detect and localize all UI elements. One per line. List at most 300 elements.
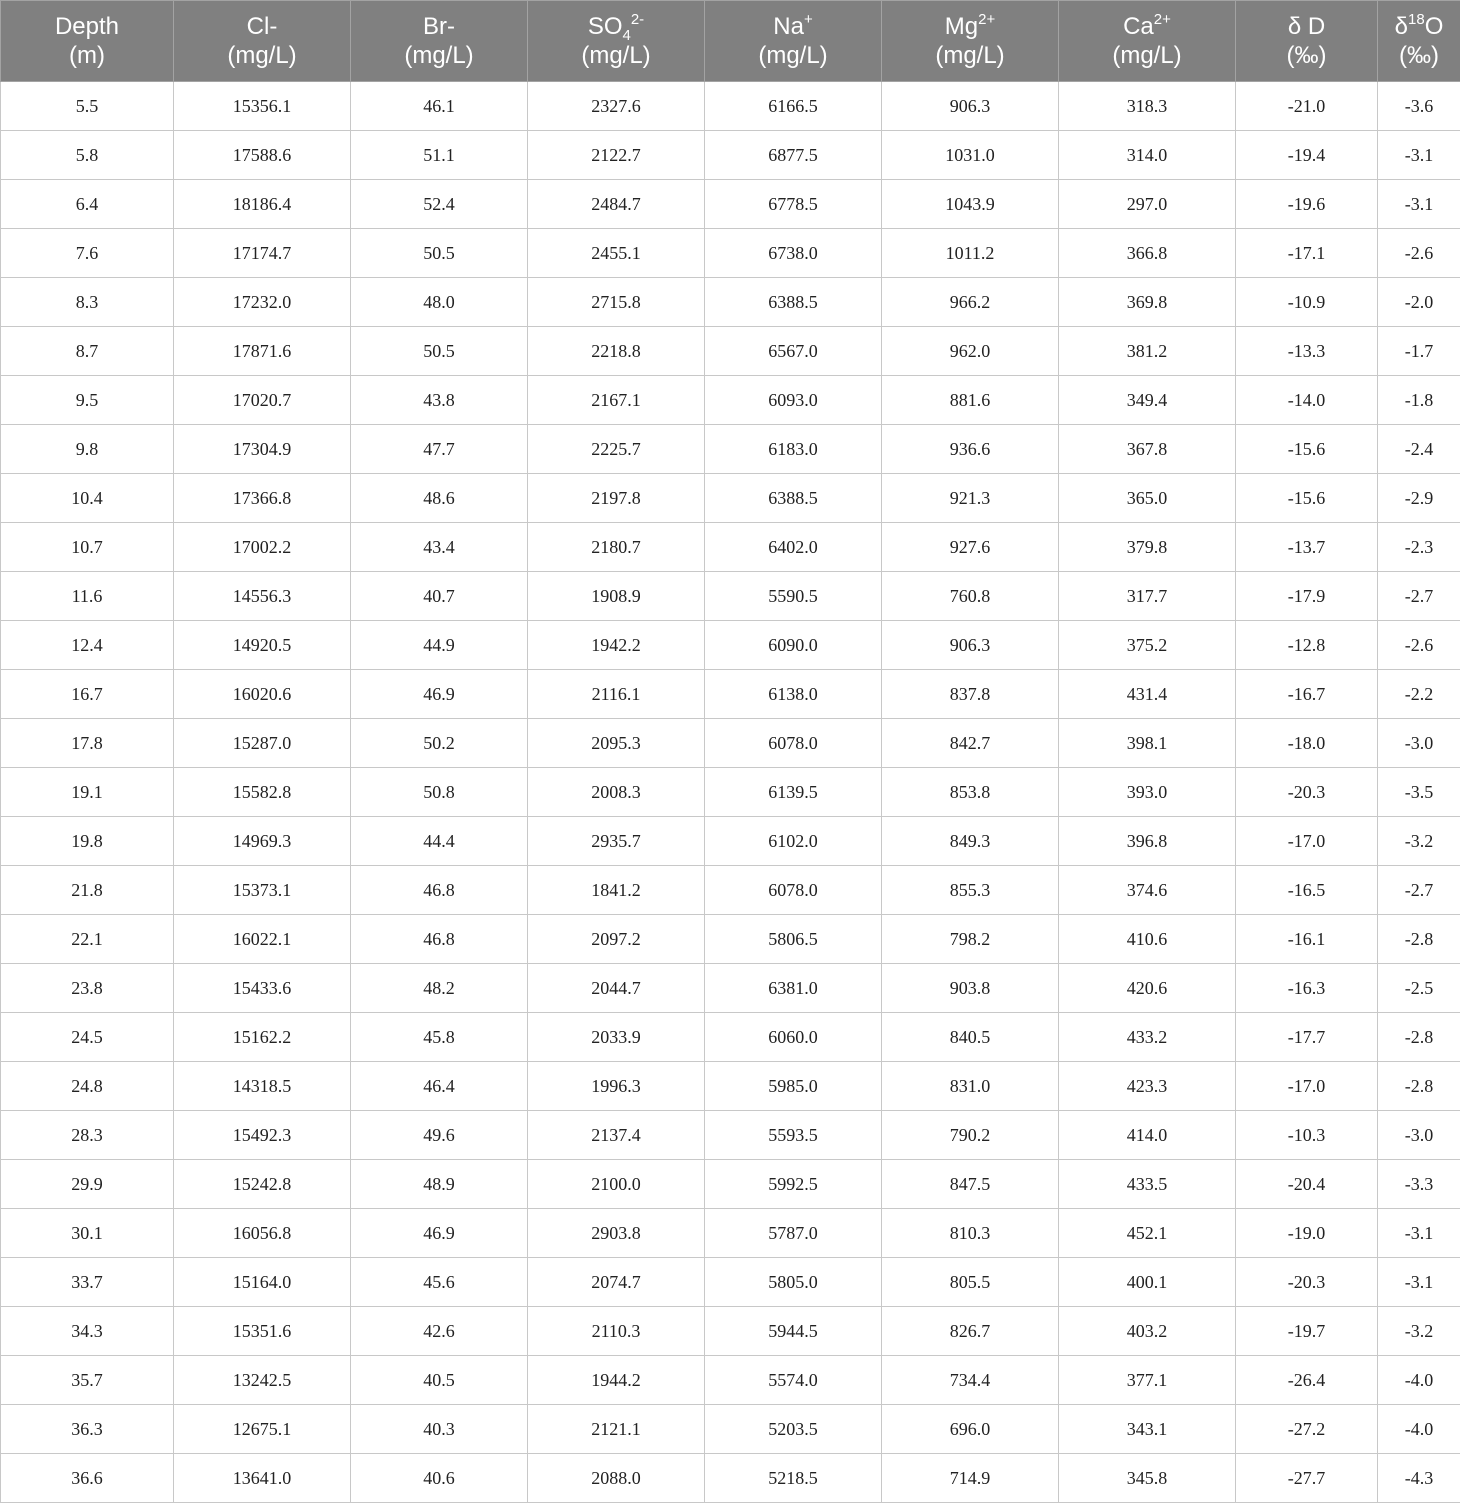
table-row bbox=[1, 621, 1460, 670]
cell-cl: 18186.4 bbox=[174, 180, 351, 229]
cell-ca: 393.0 bbox=[1059, 768, 1236, 817]
cell-na: 5218.5 bbox=[705, 1454, 882, 1503]
cell-cl: 15433.6 bbox=[174, 964, 351, 1013]
cell-mg: 734.4 bbox=[882, 1356, 1059, 1405]
header-na bbox=[705, 1, 882, 82]
cell-br: 43.4 bbox=[351, 523, 528, 572]
table-row bbox=[1, 817, 1460, 866]
cell-depth: 5.5 bbox=[1, 82, 174, 131]
cell-mg: 831.0 bbox=[882, 1062, 1059, 1111]
header-cl-unit: (mg/L) bbox=[227, 42, 296, 69]
header-so4 bbox=[528, 1, 705, 82]
cell-ca: 423.3 bbox=[1059, 1062, 1236, 1111]
cell-delta-d: -20.3 bbox=[1236, 768, 1378, 817]
table-row bbox=[1, 915, 1460, 964]
cell-depth: 17.8 bbox=[1, 719, 174, 768]
cell-ca: 414.0 bbox=[1059, 1111, 1236, 1160]
header-ca-name: Ca bbox=[1123, 13, 1154, 40]
cell-na: 5590.5 bbox=[705, 572, 882, 621]
cell-na: 5944.5 bbox=[705, 1307, 882, 1356]
cell-ca: 369.8 bbox=[1059, 278, 1236, 327]
cell-cl: 17174.7 bbox=[174, 229, 351, 278]
cell-depth: 7.6 bbox=[1, 229, 174, 278]
cell-cl: 16056.8 bbox=[174, 1209, 351, 1258]
cell-delta-d: -16.3 bbox=[1236, 964, 1378, 1013]
header-depth-unit: (m) bbox=[69, 42, 105, 69]
cell-br: 48.6 bbox=[351, 474, 528, 523]
cell-br: 50.5 bbox=[351, 229, 528, 278]
cell-so4: 1944.2 bbox=[528, 1356, 705, 1405]
cell-ca: 377.1 bbox=[1059, 1356, 1236, 1405]
cell-ca: 400.1 bbox=[1059, 1258, 1236, 1307]
cell-delta-18o: -3.2 bbox=[1378, 1307, 1460, 1356]
cell-mg: 853.8 bbox=[882, 768, 1059, 817]
cell-mg: 842.7 bbox=[882, 719, 1059, 768]
header-delta-18o-name: δ bbox=[1395, 13, 1408, 40]
cell-cl: 15287.0 bbox=[174, 719, 351, 768]
cell-delta-d: -16.7 bbox=[1236, 670, 1378, 719]
cell-na: 6139.5 bbox=[705, 768, 882, 817]
cell-mg: 840.5 bbox=[882, 1013, 1059, 1062]
cell-delta-d: -10.9 bbox=[1236, 278, 1378, 327]
header-delta-18o-unit: (‰) bbox=[1399, 42, 1439, 69]
header-na-name: Na bbox=[773, 13, 804, 40]
cell-cl: 13641.0 bbox=[174, 1454, 351, 1503]
cell-delta-18o: -3.1 bbox=[1378, 131, 1460, 180]
cell-delta-18o: -1.8 bbox=[1378, 376, 1460, 425]
cell-delta-18o: -2.5 bbox=[1378, 964, 1460, 1013]
cell-na: 6090.0 bbox=[705, 621, 882, 670]
table-row bbox=[1, 180, 1460, 229]
header-depth bbox=[1, 1, 174, 82]
cell-br: 48.2 bbox=[351, 964, 528, 1013]
cell-br: 42.6 bbox=[351, 1307, 528, 1356]
cell-depth: 11.6 bbox=[1, 572, 174, 621]
header-delta-d-name: δ D bbox=[1288, 13, 1325, 40]
cell-br: 40.6 bbox=[351, 1454, 528, 1503]
cell-delta-d: -19.0 bbox=[1236, 1209, 1378, 1258]
cell-delta-d: -16.1 bbox=[1236, 915, 1378, 964]
cell-cl: 17232.0 bbox=[174, 278, 351, 327]
cell-delta-18o: -3.3 bbox=[1378, 1160, 1460, 1209]
table-row bbox=[1, 1111, 1460, 1160]
cell-mg: 855.3 bbox=[882, 866, 1059, 915]
cell-depth: 28.3 bbox=[1, 1111, 174, 1160]
cell-ca: 452.1 bbox=[1059, 1209, 1236, 1258]
cell-na: 5806.5 bbox=[705, 915, 882, 964]
cell-depth: 9.5 bbox=[1, 376, 174, 425]
cell-ca: 349.4 bbox=[1059, 376, 1236, 425]
cell-na: 6738.0 bbox=[705, 229, 882, 278]
cell-depth: 23.8 bbox=[1, 964, 174, 1013]
cell-na: 6388.5 bbox=[705, 474, 882, 523]
cell-br: 51.1 bbox=[351, 131, 528, 180]
header-mg-unit: (mg/L) bbox=[935, 42, 1004, 69]
cell-so4: 1841.2 bbox=[528, 866, 705, 915]
cell-br: 50.8 bbox=[351, 768, 528, 817]
cell-br: 43.8 bbox=[351, 376, 528, 425]
cell-br: 48.0 bbox=[351, 278, 528, 327]
cell-cl: 12675.1 bbox=[174, 1405, 351, 1454]
cell-br: 48.9 bbox=[351, 1160, 528, 1209]
header-delta-d-unit: (‰) bbox=[1287, 42, 1327, 69]
cell-depth: 10.4 bbox=[1, 474, 174, 523]
cell-delta-d: -17.0 bbox=[1236, 817, 1378, 866]
cell-delta-d: -12.8 bbox=[1236, 621, 1378, 670]
cell-depth: 35.7 bbox=[1, 1356, 174, 1405]
cell-delta-d: -10.3 bbox=[1236, 1111, 1378, 1160]
cell-na: 6078.0 bbox=[705, 719, 882, 768]
header-mg-charge: 2+ bbox=[978, 11, 995, 28]
cell-depth: 36.6 bbox=[1, 1454, 174, 1503]
cell-mg: 760.8 bbox=[882, 572, 1059, 621]
cell-mg: 906.3 bbox=[882, 621, 1059, 670]
table-row bbox=[1, 964, 1460, 1013]
cell-ca: 379.8 bbox=[1059, 523, 1236, 572]
cell-delta-18o: -1.7 bbox=[1378, 327, 1460, 376]
cell-na: 6078.0 bbox=[705, 866, 882, 915]
cell-delta-18o: -4.0 bbox=[1378, 1405, 1460, 1454]
cell-delta-18o: -2.3 bbox=[1378, 523, 1460, 572]
cell-depth: 24.5 bbox=[1, 1013, 174, 1062]
cell-mg: 714.9 bbox=[882, 1454, 1059, 1503]
table-row bbox=[1, 1405, 1460, 1454]
table-row bbox=[1, 229, 1460, 278]
cell-delta-18o: -3.6 bbox=[1378, 82, 1460, 131]
cell-br: 50.5 bbox=[351, 327, 528, 376]
cell-ca: 317.7 bbox=[1059, 572, 1236, 621]
table-row bbox=[1, 425, 1460, 474]
cell-na: 6567.0 bbox=[705, 327, 882, 376]
cell-br: 47.7 bbox=[351, 425, 528, 474]
cell-delta-d: -17.0 bbox=[1236, 1062, 1378, 1111]
cell-depth: 6.4 bbox=[1, 180, 174, 229]
cell-delta-d: -17.7 bbox=[1236, 1013, 1378, 1062]
table-row bbox=[1, 670, 1460, 719]
header-so4-name: SO bbox=[588, 13, 623, 40]
cell-depth: 10.7 bbox=[1, 523, 174, 572]
cell-mg: 805.5 bbox=[882, 1258, 1059, 1307]
cell-ca: 367.8 bbox=[1059, 425, 1236, 474]
cell-mg: 936.6 bbox=[882, 425, 1059, 474]
table-row bbox=[1, 1454, 1460, 1503]
cell-cl: 15582.8 bbox=[174, 768, 351, 817]
cell-ca: 420.6 bbox=[1059, 964, 1236, 1013]
table-row bbox=[1, 131, 1460, 180]
cell-so4: 2033.9 bbox=[528, 1013, 705, 1062]
cell-mg: 798.2 bbox=[882, 915, 1059, 964]
table-row bbox=[1, 866, 1460, 915]
cell-so4: 2225.7 bbox=[528, 425, 705, 474]
cell-ca: 396.8 bbox=[1059, 817, 1236, 866]
cell-depth: 22.1 bbox=[1, 915, 174, 964]
cell-br: 44.4 bbox=[351, 817, 528, 866]
table-row bbox=[1, 1160, 1460, 1209]
cell-depth: 8.3 bbox=[1, 278, 174, 327]
table-row bbox=[1, 278, 1460, 327]
cell-ca: 375.2 bbox=[1059, 621, 1236, 670]
cell-cl: 15242.8 bbox=[174, 1160, 351, 1209]
table-row bbox=[1, 1307, 1460, 1356]
cell-delta-18o: -2.7 bbox=[1378, 866, 1460, 915]
cell-na: 5787.0 bbox=[705, 1209, 882, 1258]
cell-br: 46.8 bbox=[351, 915, 528, 964]
cell-ca: 374.6 bbox=[1059, 866, 1236, 915]
cell-na: 6183.0 bbox=[705, 425, 882, 474]
cell-ca: 366.8 bbox=[1059, 229, 1236, 278]
header-ca bbox=[1059, 1, 1236, 82]
cell-delta-d: -19.4 bbox=[1236, 131, 1378, 180]
table-row bbox=[1, 1062, 1460, 1111]
cell-depth: 16.7 bbox=[1, 670, 174, 719]
cell-na: 5805.0 bbox=[705, 1258, 882, 1307]
cell-depth: 33.7 bbox=[1, 1258, 174, 1307]
cell-mg: 847.5 bbox=[882, 1160, 1059, 1209]
cell-so4: 2116.1 bbox=[528, 670, 705, 719]
cell-so4: 2903.8 bbox=[528, 1209, 705, 1258]
header-mg-name: Mg bbox=[945, 13, 978, 40]
cell-so4: 2715.8 bbox=[528, 278, 705, 327]
cell-br: 45.8 bbox=[351, 1013, 528, 1062]
cell-na: 5985.0 bbox=[705, 1062, 882, 1111]
cell-delta-18o: -4.0 bbox=[1378, 1356, 1460, 1405]
cell-cl: 15373.1 bbox=[174, 866, 351, 915]
cell-cl: 14969.3 bbox=[174, 817, 351, 866]
cell-delta-18o: -3.1 bbox=[1378, 1258, 1460, 1307]
cell-ca: 318.3 bbox=[1059, 82, 1236, 131]
table-row bbox=[1, 1209, 1460, 1258]
cell-delta-d: -18.0 bbox=[1236, 719, 1378, 768]
cell-so4: 2455.1 bbox=[528, 229, 705, 278]
cell-ca: 431.4 bbox=[1059, 670, 1236, 719]
cell-ca: 381.2 bbox=[1059, 327, 1236, 376]
cell-mg: 810.3 bbox=[882, 1209, 1059, 1258]
cell-ca: 398.1 bbox=[1059, 719, 1236, 768]
cell-cl: 17304.9 bbox=[174, 425, 351, 474]
cell-depth: 8.7 bbox=[1, 327, 174, 376]
cell-cl: 15356.1 bbox=[174, 82, 351, 131]
cell-mg: 966.2 bbox=[882, 278, 1059, 327]
table-row bbox=[1, 82, 1460, 131]
cell-so4: 2218.8 bbox=[528, 327, 705, 376]
header-delta-18o-isotope: 18 bbox=[1408, 11, 1425, 28]
cell-na: 6102.0 bbox=[705, 817, 882, 866]
table-row bbox=[1, 1356, 1460, 1405]
header-ca-unit: (mg/L) bbox=[1112, 42, 1181, 69]
cell-cl: 14920.5 bbox=[174, 621, 351, 670]
cell-so4: 2110.3 bbox=[528, 1307, 705, 1356]
cell-br: 44.9 bbox=[351, 621, 528, 670]
header-so4-subscript: 4 bbox=[623, 27, 631, 44]
cell-mg: 927.6 bbox=[882, 523, 1059, 572]
table-row bbox=[1, 523, 1460, 572]
cell-cl: 14556.3 bbox=[174, 572, 351, 621]
cell-mg: 906.3 bbox=[882, 82, 1059, 131]
cell-ca: 365.0 bbox=[1059, 474, 1236, 523]
cell-delta-18o: -4.3 bbox=[1378, 1454, 1460, 1503]
cell-delta-d: -17.9 bbox=[1236, 572, 1378, 621]
cell-cl: 15162.2 bbox=[174, 1013, 351, 1062]
cell-ca: 297.0 bbox=[1059, 180, 1236, 229]
cell-ca: 314.0 bbox=[1059, 131, 1236, 180]
header-so4-charge: 2- bbox=[631, 11, 644, 28]
table-body bbox=[1, 82, 1460, 1503]
cell-depth: 30.1 bbox=[1, 1209, 174, 1258]
header-br bbox=[351, 1, 528, 82]
cell-mg: 903.8 bbox=[882, 964, 1059, 1013]
cell-cl: 16020.6 bbox=[174, 670, 351, 719]
cell-br: 46.4 bbox=[351, 1062, 528, 1111]
header-ca-charge: 2+ bbox=[1154, 11, 1171, 28]
cell-cl: 17002.2 bbox=[174, 523, 351, 572]
cell-delta-18o: -2.6 bbox=[1378, 229, 1460, 278]
header-depth-name: Depth bbox=[55, 13, 119, 40]
cell-cl: 16022.1 bbox=[174, 915, 351, 964]
table-row bbox=[1, 719, 1460, 768]
header-delta-18o bbox=[1378, 1, 1460, 82]
cell-ca: 343.1 bbox=[1059, 1405, 1236, 1454]
cell-cl: 17871.6 bbox=[174, 327, 351, 376]
table-row bbox=[1, 327, 1460, 376]
cell-cl: 17366.8 bbox=[174, 474, 351, 523]
cell-delta-d: -27.7 bbox=[1236, 1454, 1378, 1503]
cell-depth: 19.1 bbox=[1, 768, 174, 817]
cell-na: 5203.5 bbox=[705, 1405, 882, 1454]
cell-so4: 2327.6 bbox=[528, 82, 705, 131]
cell-br: 40.3 bbox=[351, 1405, 528, 1454]
cell-cl: 17020.7 bbox=[174, 376, 351, 425]
header-br-name: Br- bbox=[423, 13, 455, 40]
cell-so4: 1996.3 bbox=[528, 1062, 705, 1111]
cell-delta-d: -15.6 bbox=[1236, 425, 1378, 474]
cell-delta-18o: -2.7 bbox=[1378, 572, 1460, 621]
cell-delta-18o: -2.0 bbox=[1378, 278, 1460, 327]
header-delta-d bbox=[1236, 1, 1378, 82]
cell-cl: 17588.6 bbox=[174, 131, 351, 180]
cell-br: 45.6 bbox=[351, 1258, 528, 1307]
header-na-unit: (mg/L) bbox=[758, 42, 827, 69]
table-row bbox=[1, 474, 1460, 523]
cell-depth: 21.8 bbox=[1, 866, 174, 915]
cell-delta-18o: -3.2 bbox=[1378, 817, 1460, 866]
cell-ca: 345.8 bbox=[1059, 1454, 1236, 1503]
cell-ca: 403.2 bbox=[1059, 1307, 1236, 1356]
cell-br: 46.1 bbox=[351, 82, 528, 131]
cell-ca: 433.5 bbox=[1059, 1160, 1236, 1209]
cell-so4: 2097.2 bbox=[528, 915, 705, 964]
cell-br: 49.6 bbox=[351, 1111, 528, 1160]
table-row bbox=[1, 572, 1460, 621]
cell-delta-d: -13.7 bbox=[1236, 523, 1378, 572]
cell-cl: 15164.0 bbox=[174, 1258, 351, 1307]
cell-mg: 1043.9 bbox=[882, 180, 1059, 229]
cell-na: 6402.0 bbox=[705, 523, 882, 572]
cell-delta-d: -16.5 bbox=[1236, 866, 1378, 915]
cell-so4: 2008.3 bbox=[528, 768, 705, 817]
header-br-unit: (mg/L) bbox=[404, 42, 473, 69]
cell-mg: 849.3 bbox=[882, 817, 1059, 866]
cell-delta-18o: -2.6 bbox=[1378, 621, 1460, 670]
cell-depth: 5.8 bbox=[1, 131, 174, 180]
cell-br: 46.8 bbox=[351, 866, 528, 915]
cell-mg: 837.8 bbox=[882, 670, 1059, 719]
cell-na: 5574.0 bbox=[705, 1356, 882, 1405]
cell-delta-d: -14.0 bbox=[1236, 376, 1378, 425]
cell-depth: 9.8 bbox=[1, 425, 174, 474]
cell-ca: 433.2 bbox=[1059, 1013, 1236, 1062]
cell-so4: 2074.7 bbox=[528, 1258, 705, 1307]
cell-na: 5992.5 bbox=[705, 1160, 882, 1209]
cell-so4: 2935.7 bbox=[528, 817, 705, 866]
cell-delta-d: -15.6 bbox=[1236, 474, 1378, 523]
cell-delta-d: -26.4 bbox=[1236, 1356, 1378, 1405]
cell-na: 5593.5 bbox=[705, 1111, 882, 1160]
table-row bbox=[1, 1258, 1460, 1307]
cell-mg: 826.7 bbox=[882, 1307, 1059, 1356]
cell-delta-18o: -2.9 bbox=[1378, 474, 1460, 523]
cell-na: 6877.5 bbox=[705, 131, 882, 180]
cell-na: 6381.0 bbox=[705, 964, 882, 1013]
cell-na: 6093.0 bbox=[705, 376, 882, 425]
cell-delta-d: -20.3 bbox=[1236, 1258, 1378, 1307]
header-so4-unit: (mg/L) bbox=[581, 42, 650, 69]
cell-delta-18o: -3.0 bbox=[1378, 719, 1460, 768]
cell-delta-d: -21.0 bbox=[1236, 82, 1378, 131]
cell-delta-d: -27.2 bbox=[1236, 1405, 1378, 1454]
cell-so4: 2044.7 bbox=[528, 964, 705, 1013]
cell-so4: 1908.9 bbox=[528, 572, 705, 621]
cell-delta-18o: -3.5 bbox=[1378, 768, 1460, 817]
cell-mg: 962.0 bbox=[882, 327, 1059, 376]
cell-br: 46.9 bbox=[351, 1209, 528, 1258]
cell-cl: 13242.5 bbox=[174, 1356, 351, 1405]
cell-cl: 14318.5 bbox=[174, 1062, 351, 1111]
cell-ca: 410.6 bbox=[1059, 915, 1236, 964]
cell-so4: 2088.0 bbox=[528, 1454, 705, 1503]
cell-depth: 19.8 bbox=[1, 817, 174, 866]
cell-so4: 2484.7 bbox=[528, 180, 705, 229]
cell-delta-d: -19.7 bbox=[1236, 1307, 1378, 1356]
cell-delta-18o: -3.0 bbox=[1378, 1111, 1460, 1160]
cell-na: 6166.5 bbox=[705, 82, 882, 131]
cell-so4: 2100.0 bbox=[528, 1160, 705, 1209]
header-row bbox=[1, 1, 1460, 82]
cell-delta-18o: -2.8 bbox=[1378, 1013, 1460, 1062]
cell-so4: 2167.1 bbox=[528, 376, 705, 425]
cell-depth: 12.4 bbox=[1, 621, 174, 670]
cell-delta-d: -13.3 bbox=[1236, 327, 1378, 376]
cell-na: 6138.0 bbox=[705, 670, 882, 719]
table-row bbox=[1, 376, 1460, 425]
table-header bbox=[1, 1, 1460, 82]
cell-br: 52.4 bbox=[351, 180, 528, 229]
cell-depth: 36.3 bbox=[1, 1405, 174, 1454]
cell-na: 6060.0 bbox=[705, 1013, 882, 1062]
header-na-charge: + bbox=[804, 11, 813, 28]
cell-mg: 790.2 bbox=[882, 1111, 1059, 1160]
header-delta-18o-element: O bbox=[1425, 13, 1444, 40]
cell-delta-18o: -2.8 bbox=[1378, 915, 1460, 964]
cell-na: 6778.5 bbox=[705, 180, 882, 229]
cell-so4: 2121.1 bbox=[528, 1405, 705, 1454]
cell-mg: 881.6 bbox=[882, 376, 1059, 425]
cell-delta-d: -17.1 bbox=[1236, 229, 1378, 278]
cell-br: 40.7 bbox=[351, 572, 528, 621]
cell-so4: 1942.2 bbox=[528, 621, 705, 670]
cell-delta-18o: -3.1 bbox=[1378, 1209, 1460, 1258]
cell-depth: 34.3 bbox=[1, 1307, 174, 1356]
cell-mg: 696.0 bbox=[882, 1405, 1059, 1454]
